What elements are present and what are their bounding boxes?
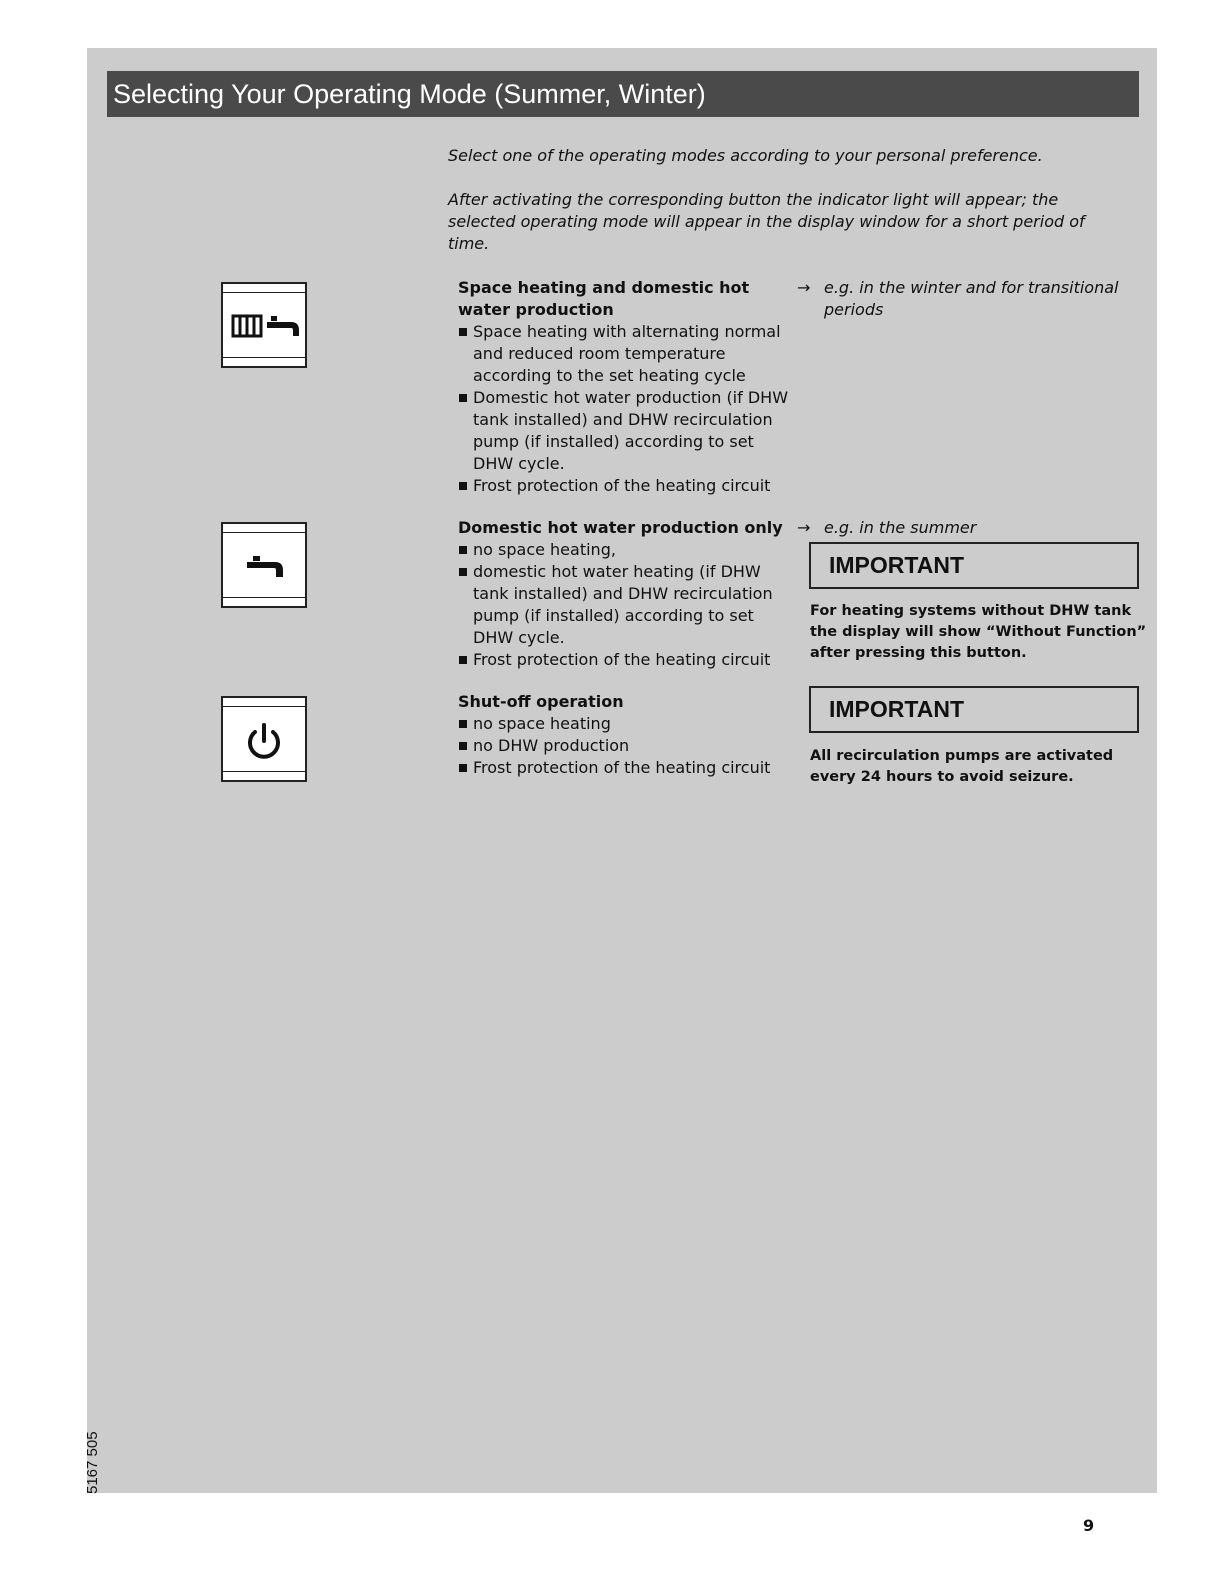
shutoff-mode-button[interactable]: [221, 696, 307, 782]
arrow-right-icon: →: [797, 518, 811, 537]
document-code: 5167 505: [84, 1431, 101, 1494]
tap-icon: [223, 524, 305, 606]
important-label: IMPORTANT: [809, 542, 1139, 589]
mode-hint-winter: [797, 277, 1137, 321]
mode-feature-list: [458, 539, 788, 671]
mode-hint-summer: [797, 517, 1137, 539]
radiator-tap-icon: [223, 284, 305, 366]
mode-dhw-only: [458, 517, 788, 671]
mode-feature-list: [458, 713, 788, 779]
arrow-right-icon: →: [797, 278, 811, 297]
important-label: IMPORTANT: [809, 686, 1139, 733]
hint-text: e.g. in the summer: [824, 518, 977, 537]
list-item: no space heating: [458, 713, 788, 735]
list-item: Frost protection of the heating circuit: [458, 649, 788, 671]
mode-title: Shut-off operation: [458, 692, 624, 711]
list-item: domestic hot water heating (if DHW tank installed) and DHW recirculation pump (if installed) according to set DHW cycle.: [458, 561, 788, 649]
list-item: Frost protection of the heating circuit: [458, 475, 788, 497]
mode-title: Space heating and domestic hot water production: [458, 278, 750, 319]
important-note: All recirculation pumps are activated every 24 hours to avoid seizure.: [810, 748, 1114, 785]
hint-text: e.g. in the winter and for transitional periods: [824, 278, 1119, 319]
list-item: Space heating with alternating normal and reduced room temperature according to the set heating cycle: [458, 321, 788, 387]
important-note: For heating systems without DHW tank the display will show “Without Function” after pressing this button.: [810, 603, 1147, 661]
intro-text-1: Select one of the operating modes according to your personal preference.: [448, 146, 1043, 165]
dhw-only-mode-button[interactable]: [221, 522, 307, 608]
heating-dhw-mode-button[interactable]: [221, 282, 307, 368]
mode-feature-list: [458, 321, 788, 497]
power-icon: [223, 698, 305, 780]
intro-text-2: After activating the corresponding button the indicator light will appear; the selected operating mode will appear in the display window for a short period of time.: [448, 190, 1085, 253]
page-number: 9: [1083, 1516, 1095, 1535]
mode-heating-dhw: [458, 277, 788, 497]
page-title: Selecting Your Operating Mode (Summer, Winter): [107, 71, 1139, 117]
list-item: Frost protection of the heating circuit: [458, 757, 788, 779]
list-item: Domestic hot water production (if DHW tank installed) and DHW recirculation pump (if installed) according to set DHW cycle.: [458, 387, 788, 475]
mode-title: Domestic hot water production only: [458, 518, 783, 537]
mode-shutoff: [458, 691, 788, 779]
list-item: no DHW production: [458, 735, 788, 757]
list-item: no space heating,: [458, 539, 788, 561]
